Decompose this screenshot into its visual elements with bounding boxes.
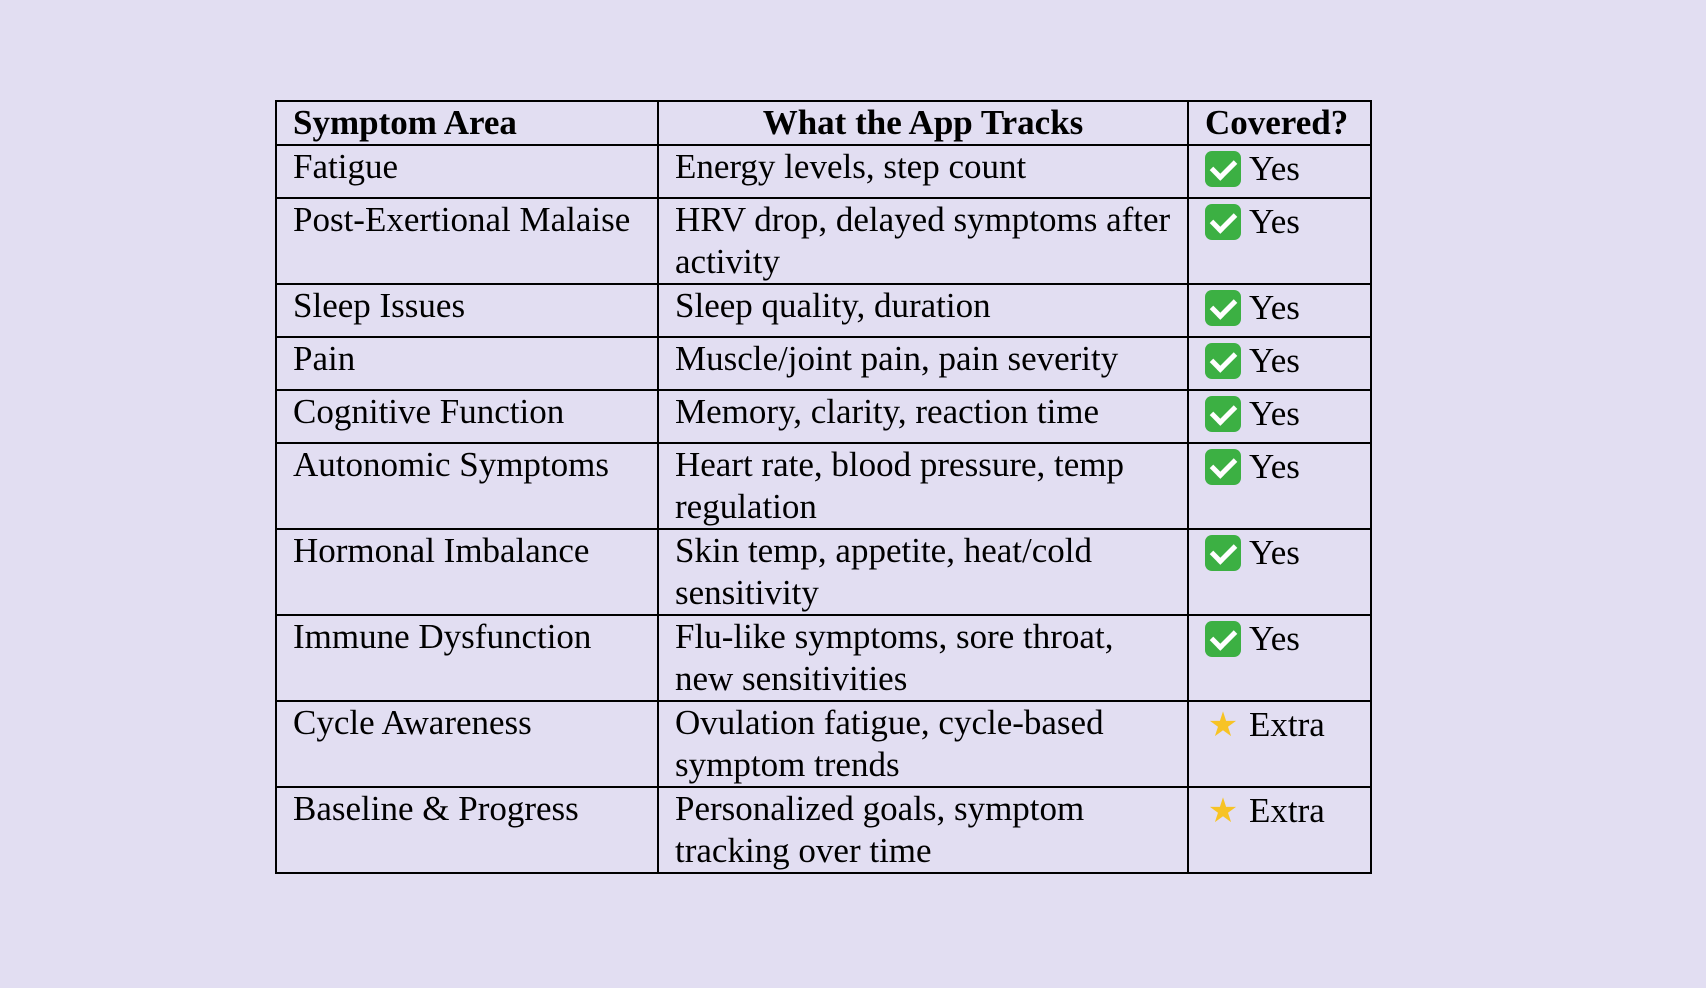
symptom-area-cell: Pain xyxy=(276,337,658,390)
covered-cell xyxy=(1188,198,1371,284)
check-mark-icon xyxy=(1205,396,1241,432)
star-icon: ★ xyxy=(1207,705,1239,745)
check-mark-icon xyxy=(1205,290,1241,326)
symptom-area-cell: Fatigue xyxy=(276,145,658,198)
header-what-app-tracks: What the App Tracks xyxy=(658,101,1188,145)
coverage-label: Yes xyxy=(1249,447,1300,486)
table-row xyxy=(276,443,1371,529)
coverage-status xyxy=(1205,790,1325,832)
check-mark-icon xyxy=(1205,343,1241,379)
coverage-status xyxy=(1205,340,1300,382)
table-row xyxy=(276,284,1371,337)
check-mark-icon xyxy=(1205,535,1241,571)
coverage-status xyxy=(1205,393,1300,435)
tracks-cell: HRV drop, delayed symptoms after activity xyxy=(658,198,1188,284)
table-row xyxy=(276,145,1371,198)
tracks-cell: Sleep quality, duration xyxy=(658,284,1188,337)
coverage-status xyxy=(1205,618,1300,660)
coverage-status xyxy=(1205,201,1300,243)
header-covered: Covered? xyxy=(1188,101,1371,145)
covered-cell xyxy=(1188,787,1371,873)
coverage-label: Yes xyxy=(1249,149,1300,188)
table-header-row xyxy=(276,101,1371,145)
table-row xyxy=(276,615,1371,701)
symptom-area-cell: Hormonal Imbalance xyxy=(276,529,658,615)
tracks-cell: Muscle/joint pain, pain severity xyxy=(658,337,1188,390)
header-symptom-area: Symptom Area xyxy=(276,101,658,145)
covered-cell xyxy=(1188,701,1371,787)
tracks-cell: Flu-like symptoms, sore throat, new sensitivities xyxy=(658,615,1188,701)
symptom-area-cell: Cognitive Function xyxy=(276,390,658,443)
covered-cell xyxy=(1188,284,1371,337)
coverage-label: Yes xyxy=(1249,394,1300,433)
star-icon: ★ xyxy=(1207,791,1239,831)
symptom-area-cell: Cycle Awareness xyxy=(276,701,658,787)
table-row xyxy=(276,390,1371,443)
table-row xyxy=(276,701,1371,787)
symptom-area-cell: Baseline & Progress xyxy=(276,787,658,873)
check-mark-icon xyxy=(1205,449,1241,485)
covered-cell xyxy=(1188,443,1371,529)
coverage-label: Yes xyxy=(1249,288,1300,327)
coverage-status xyxy=(1205,446,1300,488)
coverage-label: Yes xyxy=(1249,533,1300,572)
tracks-cell: Ovulation fatigue, cycle-based symptom trends xyxy=(658,701,1188,787)
table-row xyxy=(276,787,1371,873)
check-mark-icon xyxy=(1205,204,1241,240)
coverage-label: Yes xyxy=(1249,341,1300,380)
coverage-status xyxy=(1205,148,1300,190)
covered-cell xyxy=(1188,145,1371,198)
coverage-label: Yes xyxy=(1249,202,1300,241)
symptom-coverage-table xyxy=(275,100,1372,874)
tracks-cell: Skin temp, appetite, heat/cold sensitivity xyxy=(658,529,1188,615)
coverage-status xyxy=(1205,532,1300,574)
table-row xyxy=(276,198,1371,284)
coverage-status xyxy=(1205,287,1300,329)
coverage-label: Extra xyxy=(1249,705,1325,744)
covered-cell xyxy=(1188,529,1371,615)
table-row xyxy=(276,529,1371,615)
coverage-label: Extra xyxy=(1249,791,1325,830)
coverage-status xyxy=(1205,704,1325,746)
tracks-cell: Energy levels, step count xyxy=(658,145,1188,198)
check-mark-icon xyxy=(1205,151,1241,187)
check-mark-icon xyxy=(1205,621,1241,657)
symptom-area-cell: Sleep Issues xyxy=(276,284,658,337)
covered-cell xyxy=(1188,615,1371,701)
tracks-cell: Memory, clarity, reaction time xyxy=(658,390,1188,443)
covered-cell xyxy=(1188,390,1371,443)
tracks-cell: Personalized goals, symptom tracking over time xyxy=(658,787,1188,873)
symptom-area-cell: Immune Dysfunction xyxy=(276,615,658,701)
covered-cell xyxy=(1188,337,1371,390)
coverage-label: Yes xyxy=(1249,619,1300,658)
table-row xyxy=(276,337,1371,390)
symptom-area-cell: Post-Exertional Malaise xyxy=(276,198,658,284)
tracks-cell: Heart rate, blood pressure, temp regulation xyxy=(658,443,1188,529)
symptom-area-cell: Autonomic Symptoms xyxy=(276,443,658,529)
